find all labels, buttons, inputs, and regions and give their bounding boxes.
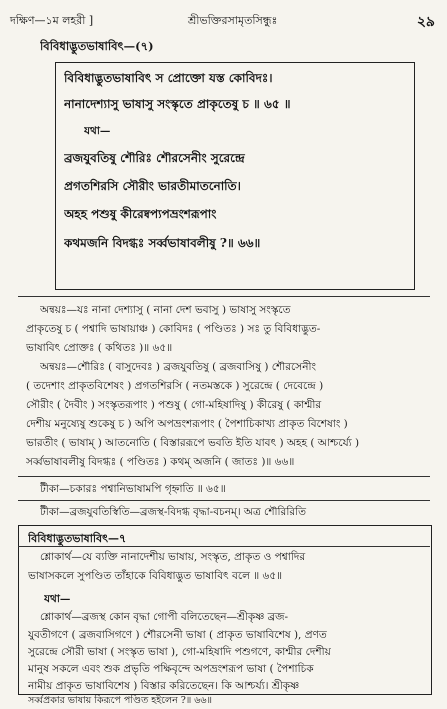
translation-yatha: যথা— xyxy=(44,593,71,605)
anvaya-line: ভাষাবিৎ প্রোক্তঃ ( কথিতঃ )॥ ৬৫॥ xyxy=(26,342,173,354)
translation-line: ভাষাসকলে সুপণ্ডিত তাঁহাকে বিবিধাদ্ভুত ভাষাবিৎ বলে ॥ ৬৫॥ xyxy=(28,570,283,582)
header-title: শ্রীভক্তিরসামৃতসিন্ধুঃ xyxy=(188,14,278,27)
anvaya-line: অন্বয়ঃ—শৌরিঃ ( বাসুদেবঃ ) ব্রজযুবতিষু ( ব্রজবাসিষু ) শৌরসেনীং xyxy=(40,361,316,373)
translation-line: মানুষ সকলে এবং শুক প্রভৃতি পক্ষিবৃন্দে অপভ্রংশরূপ ভাষা ( পৈশাচিক xyxy=(28,663,314,675)
divider xyxy=(18,476,430,477)
translation-heading: বিবিধাদ্ভুতভাষাবিৎ—৭ xyxy=(28,532,127,545)
translation-line: শ্লোকার্থ—ব্রজস্থ কোন বৃদ্ধা গোপী বলিতেছেন—শ্রীকৃষ্ণ ব্রজ- xyxy=(40,611,289,623)
anvaya-line: ভারতীং ( ভাষাম্ ) আতনোতি ( বিস্তাররূপে ভবতি ইতি যাবৎ ) অহহ ( আশ্চর্য্যে ) xyxy=(26,437,360,449)
verse-line: প্রগতশিরসি সৌরীং ভারতীমাতনোতি। xyxy=(64,179,241,193)
tika-line: টীকা—চকারঃ পশ্বানিভাষামপি গৃহ্নাতি ॥ ৬৫॥ xyxy=(40,483,226,495)
verse-line: নানাদেশ্যাসু ভাষাসু সংস্কৃতে প্রাকৃতেষু চ ॥ ৬৫ ॥ xyxy=(64,97,291,111)
anvaya-line: সৌরীং ( দৈবীং ) সংস্কৃতরূপাং ) পশুষু ( গো-মহিষাদিষু ) কীরেষু ( কাশ্মীর xyxy=(26,399,322,411)
header-left: দক্ষিণ—১ম লহরী ] xyxy=(10,14,94,27)
anvaya-line: সর্ব্বভাষাবলীষু বিদগ্ধঃ ( পণ্ডিতঃ ) কথম্ অজনি ( জাতঃ )॥ ৬৬॥ xyxy=(26,456,295,468)
translation-line: যুবতীগণে ( ব্রজবাসিগণে ) শৌরসেনী ভাষা ( প্রাকৃত ভাষাবিশেষ ), প্রণত xyxy=(28,629,327,641)
tika-line: টীকা—ব্রজযুবতিস্বিতি—ব্রজস্থ-বিদগ্ধ বৃদ্ধা-বচনম্। অত্র শৌরিরিতি xyxy=(40,506,306,518)
anvaya-line: দেশীয় মনুষ্যেষু শুকেষু চ ) অপি অপভ্রংশরূপাং ( পৈশাচিকাখ্য প্রাকৃত বিশেষাং ) xyxy=(26,418,348,430)
translation-line: সর্ব্বপ্রকার ভাষায় কিরূপে পণ্ডিত হইলেন ?॥ ৬৬॥ xyxy=(28,695,212,706)
divider xyxy=(18,500,430,501)
divider xyxy=(18,546,430,547)
verse-line: ব্রজযুবতিষু শৌরিঃ শৌরসেনীং সুরেন্দ্রে xyxy=(64,151,245,165)
verse-line: কথমজনি বিদগ্ধঃ সর্ব্বভাষাবলীষু ?॥ ৬৬॥ xyxy=(64,236,261,250)
divider xyxy=(18,296,430,297)
anvaya-line: প্রাকৃতেষু চ ( পশ্বাদি ভাষায়াঞ্চ ) কোবিদঃ ( পণ্ডিতঃ ) সঃ তু বিবিধাদ্ভুত- xyxy=(26,323,321,335)
page-number: ২৯ xyxy=(416,14,435,30)
translation-line: সুরেন্দ্রে সৌরী ভাষা ( সংস্কৃত ভাষা ), গো-মহিষাদি পশুগণে, কাশ্মীর দেশীয় xyxy=(28,646,331,658)
verse-line: বিবিধাদ্ভুতভাষাবিৎ স প্রোক্তো যস্ত কোবিদঃ। xyxy=(64,71,273,85)
translation-line: নামীয় প্রাকৃত ভাষাবিশেষ ) বিস্তার করিতেছেন। কি আশ্চর্য্য। শ্রীকৃষ্ণ xyxy=(28,680,300,692)
verse-line: অহহ পশুষু কীরেষ্বপ্যপভ্রংশরূপাং xyxy=(64,207,217,221)
running-header xyxy=(10,8,435,28)
anvaya-line: ( তদেশাং প্রাকৃতবিশেষং ) প্রগতশিরসি ( নতমস্তকে ) সুরেন্দ্রে ( দেবেন্দ্রে ) xyxy=(26,380,324,392)
verse-yatha: যথা— xyxy=(84,125,111,137)
translation-line: শ্লোকার্থ—যে ব্যক্তি নানাদেশীয় ভাষায়, সংস্কৃত, প্রাকৃত ও পশ্বাদির xyxy=(40,551,306,563)
verse-heading: বিবিধাদ্ভুতভাষাবিৎ—(৭) xyxy=(40,39,154,53)
anvaya-line: অন্বয়ঃ—যঃ নানা দেশ্যাসু ( নানা দেশ ভবাসু ) ভাষাসু সংস্কৃতে xyxy=(40,304,291,316)
